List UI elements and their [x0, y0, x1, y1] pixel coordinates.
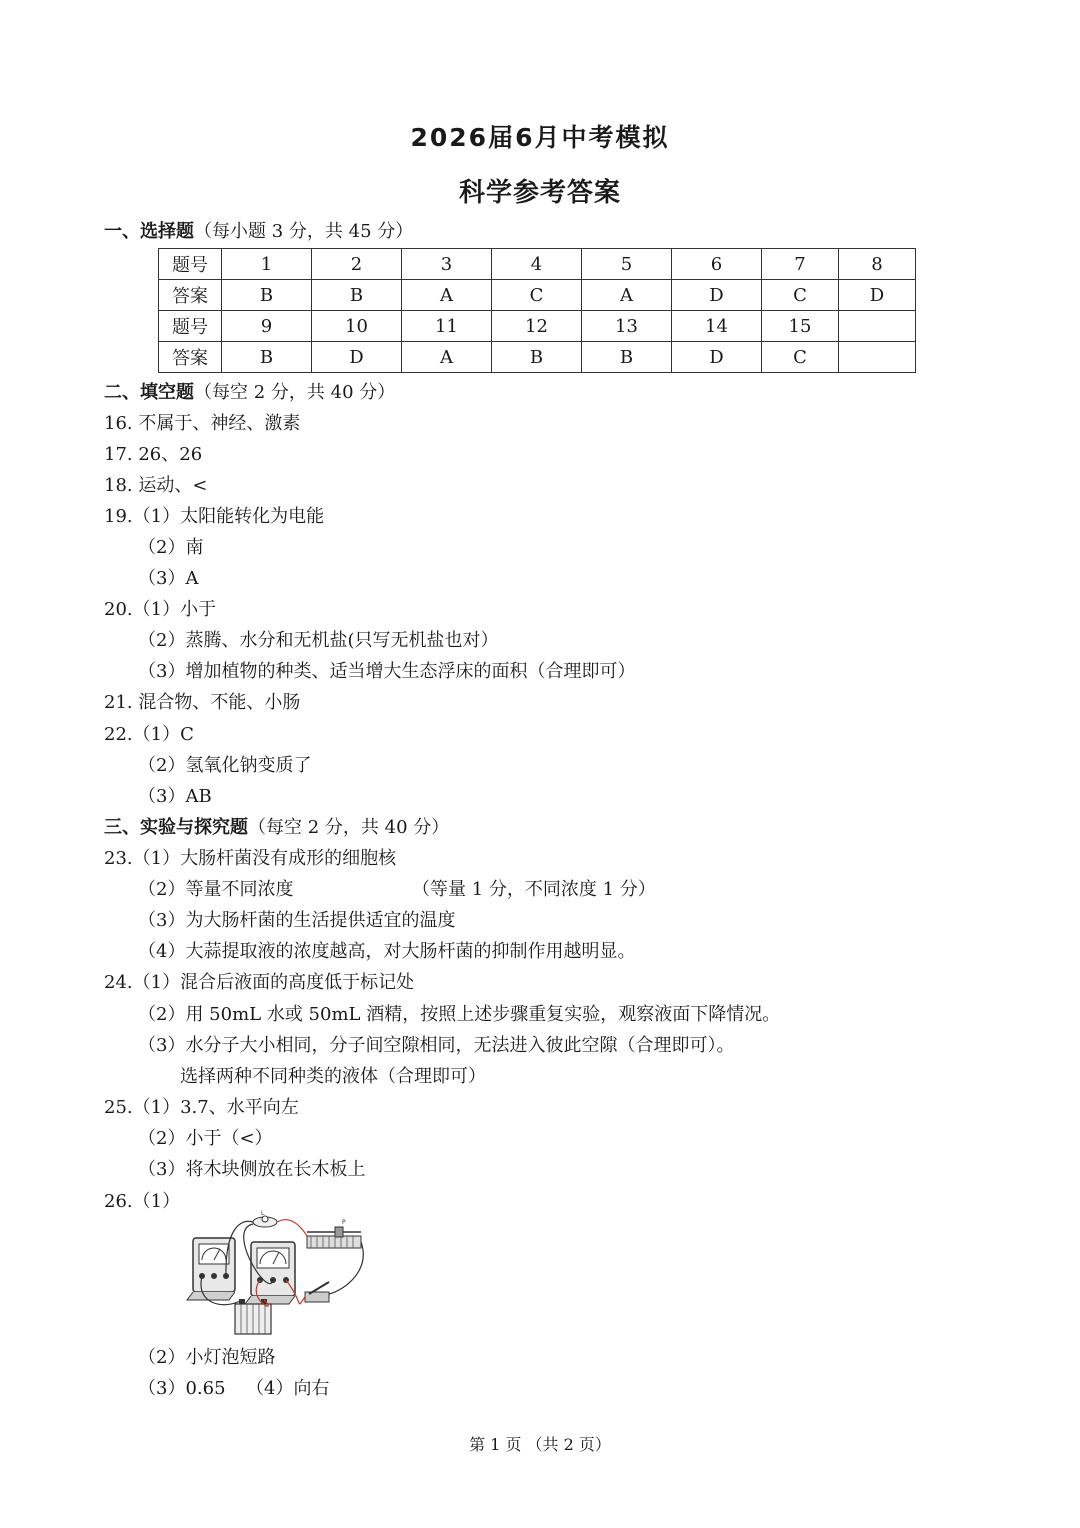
page-footer: 第 1 页 （共 2 页） — [469, 1435, 611, 1454]
answer-line-19-2: （2）南 — [138, 537, 204, 558]
answer-line-25-1: 25.（1）3.7、水平向左 — [104, 1097, 299, 1118]
section-3-heading — [104, 816, 449, 840]
answer-line-25-3: （3）将木块侧放在长木板上 — [138, 1159, 366, 1180]
circuit-diagram — [185, 1210, 375, 1340]
row-label-number: 题号 — [159, 249, 222, 280]
table-row — [159, 249, 916, 280]
answer-line-17: 17. 26、26 — [104, 444, 203, 465]
table-cell: 3 — [402, 249, 492, 280]
table-cell: C — [762, 342, 839, 373]
table-cell: 13 — [582, 311, 672, 342]
section-1-note: （每小题 3 分，共 45 分） — [194, 221, 414, 242]
section-2-heading — [104, 381, 395, 405]
table-cell: 7 — [762, 249, 839, 280]
table-cell: 8 — [839, 249, 916, 280]
table-cell: D — [672, 342, 762, 373]
table-cell: 15 — [762, 311, 839, 342]
section-2-title: 二、填空题 — [104, 382, 194, 403]
table-cell: D — [672, 280, 762, 311]
answer-line-18: 18. 运动、< — [104, 475, 208, 496]
table-cell: D — [839, 280, 916, 311]
answer-line-22-2: （2）氢氧化钠变质了 — [138, 755, 312, 776]
answer-line-23-3: （3）为大肠杆菌的生活提供适宜的温度 — [138, 910, 456, 931]
table-cell: D — [312, 342, 402, 373]
battery-icon — [235, 1299, 271, 1334]
row-label-number: 题号 — [159, 311, 222, 342]
table-cell: B — [222, 280, 312, 311]
table-cell: 1 — [222, 249, 312, 280]
answer-line-23-2-note: （等量 1 分，不同浓度 1 分） — [412, 879, 656, 900]
answer-line-26-1: 26.（1） — [104, 1191, 181, 1212]
answer-line-24-2: （2）用 50mL 水或 50mL 酒精，按照上述步骤重复实验，观察液面下降情况。 — [138, 1004, 781, 1025]
answer-line-26-3: （3）0.65 — [138, 1378, 226, 1399]
answer-line-26-2: （2）小灯泡短路 — [138, 1347, 276, 1368]
switch-icon — [305, 1282, 329, 1302]
table-cell: C — [492, 280, 582, 311]
table-cell: A — [402, 280, 492, 311]
answer-line-24-3b: 选择两种不同种类的液体（合理即可） — [180, 1066, 486, 1087]
answer-line-19-3: （3）A — [138, 568, 199, 589]
table-cell: 2 — [312, 249, 402, 280]
answer-line-20-2: （2）蒸腾、水分和无机盐(只写无机盐也对） — [138, 630, 499, 651]
table-cell: 12 — [492, 311, 582, 342]
answer-line-21: 21. 混合物、不能、小肠 — [104, 692, 301, 713]
table-cell: B — [582, 342, 672, 373]
answer-line-19-1: 19.（1）太阳能转化为电能 — [104, 506, 325, 527]
table-cell — [839, 311, 916, 342]
section-2-note: （每空 2 分，共 40 分） — [194, 382, 396, 403]
section-1-heading — [104, 220, 413, 244]
exam-title: 2026届6月中考模拟 — [410, 123, 670, 152]
lamp-label: L — [261, 1210, 265, 1217]
row-label-answer: 答案 — [159, 280, 222, 311]
answer-line-24-1: 24.（1）混合后液面的高度低于标记处 — [104, 972, 415, 993]
section-1-title: 一、选择题 — [104, 221, 194, 242]
table-cell: 11 — [402, 311, 492, 342]
answer-line-20-1: 20.（1）小于 — [104, 599, 217, 620]
table-cell: 6 — [672, 249, 762, 280]
answer-line-23-2: （2）等量不同浓度 — [138, 879, 294, 900]
row-label-answer: 答案 — [159, 342, 222, 373]
answer-line-26-4: （4）向右 — [246, 1378, 330, 1399]
answer-line-20-3: （3）增加植物的种类、适当增大生态浮床的面积（合理即可） — [138, 661, 636, 682]
answer-line-25-2: （2）小于（<） — [138, 1128, 273, 1149]
table-cell: 9 — [222, 311, 312, 342]
section-3-title: 三、实验与探究题 — [104, 817, 248, 838]
ammeter-icon — [245, 1242, 295, 1304]
section-3-note: （每空 2 分，共 40 分） — [248, 817, 450, 838]
table-cell: 5 — [582, 249, 672, 280]
table-cell: 10 — [312, 311, 402, 342]
multiple-choice-answer-table — [158, 248, 916, 373]
table-row — [159, 342, 916, 373]
table-cell — [839, 342, 916, 373]
answer-line-24-3: （3）水分子大小相同，分子间空隙相同，无法进入彼此空隙（合理即可）。 — [138, 1035, 735, 1056]
table-cell: A — [582, 280, 672, 311]
table-row — [159, 311, 916, 342]
answer-line-23-4: （4）大蒜提取液的浓度越高，对大肠杆菌的抑制作用越明显。 — [138, 941, 636, 962]
table-cell: 14 — [672, 311, 762, 342]
lamp-icon — [253, 1210, 277, 1227]
table-cell: B — [492, 342, 582, 373]
table-cell: B — [312, 280, 402, 311]
table-cell: A — [402, 342, 492, 373]
table-cell: B — [222, 342, 312, 373]
table-row — [159, 280, 916, 311]
rheostat-label: P — [342, 1219, 346, 1226]
answer-line-22-3: （3）AB — [138, 786, 212, 807]
table-cell: 4 — [492, 249, 582, 280]
answer-line-23-1: 23.（1）大肠杆菌没有成形的细胞核 — [104, 848, 397, 869]
answer-line-16: 16. 不属于、神经、激素 — [104, 413, 301, 434]
answer-key-subtitle: 科学参考答案 — [458, 178, 621, 208]
table-cell: C — [762, 280, 839, 311]
answer-line-22-1: 22.（1）C — [104, 724, 194, 745]
rheostat-icon — [307, 1219, 361, 1248]
